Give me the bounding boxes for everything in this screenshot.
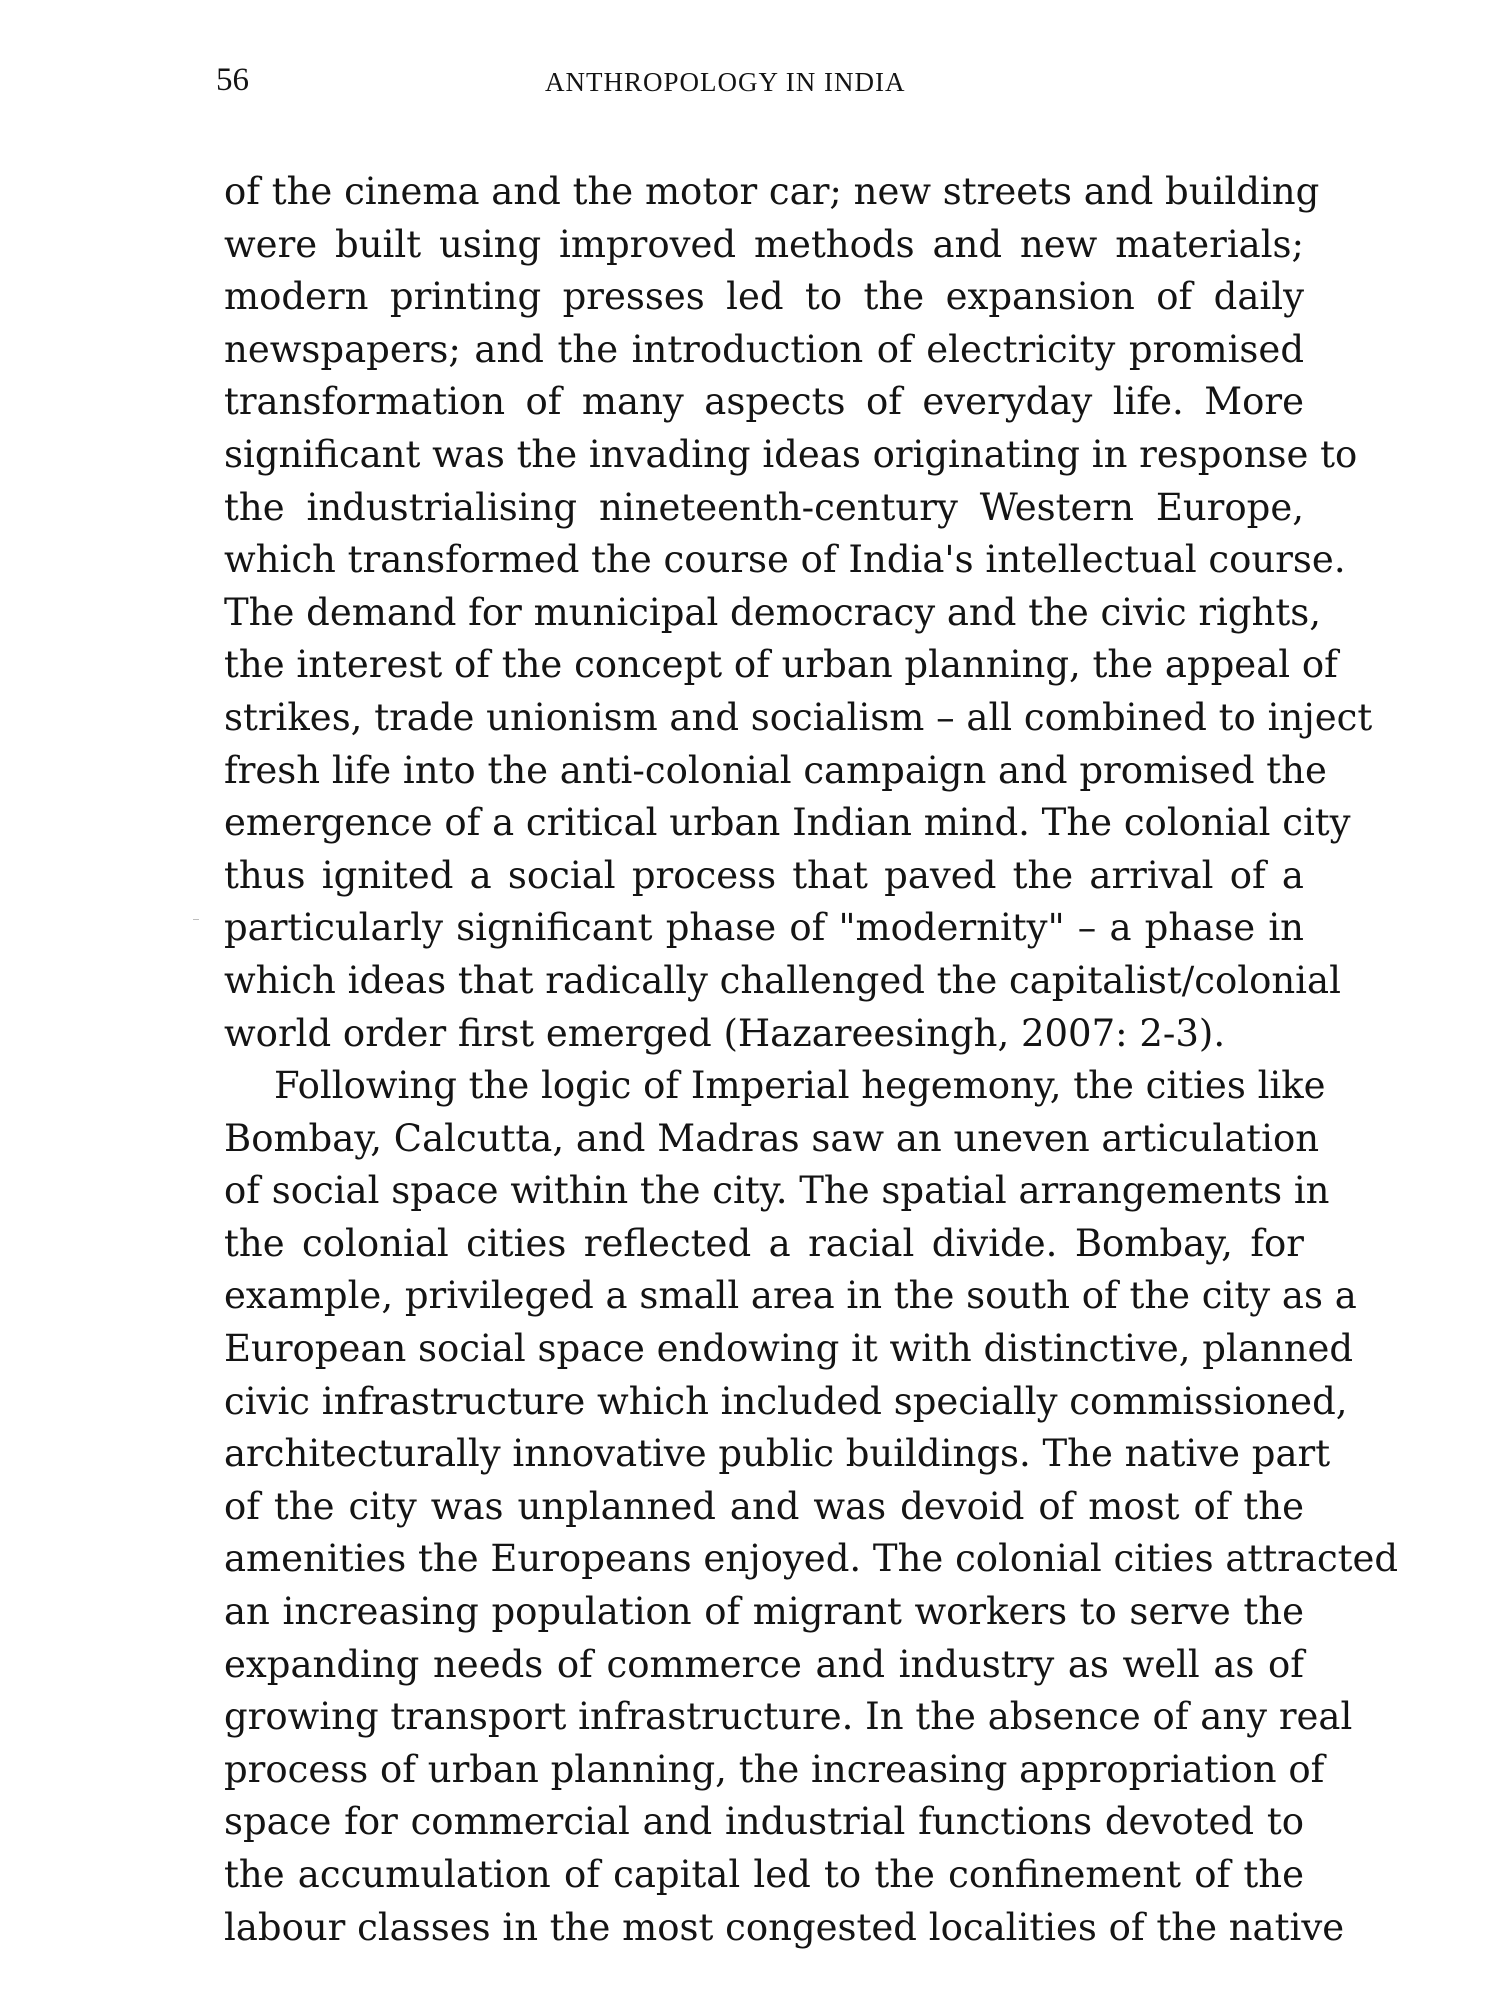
text-line: which ideas that radically challenged the capitalist/colonial [224, 958, 1341, 1002]
paragraph-2 [224, 1060, 1399, 1954]
text-line: growing transport infrastructure. In the absence of any real [224, 1695, 1353, 1739]
text-line: thus ignited a social process that paved the arrival of a [224, 853, 1304, 897]
text-line: European social space endowing it with distinctive, planned [224, 1327, 1354, 1371]
running-title: ANTHROPOLOGY IN INDIA [545, 67, 906, 97]
text-line: transformation of many aspects of everyday life. More [224, 380, 1304, 424]
text-line: Following the logic of Imperial hegemony, the cities like [274, 1064, 1326, 1108]
text-line: space for commercial and industrial functions devoted to [224, 1800, 1304, 1844]
text-line: strikes, trade unionism and socialism – all combined to inject [224, 695, 1373, 739]
text-line: fresh life into the anti-colonial campaign and promised the [224, 748, 1327, 792]
text-line: emergence of a critical urban Indian mind. The colonial city [224, 801, 1351, 845]
text-line: process of urban planning, the increasing appropriation of [224, 1747, 1325, 1791]
text-line: world order first emerged (Hazareesingh, 2007: 2-3). [224, 1011, 1226, 1055]
text-line: amenities the Europeans enjoyed. The colonial cities attracted [224, 1537, 1399, 1581]
text-line: modern printing presses led to the expansion of daily [224, 275, 1304, 319]
text-line: expanding needs of commerce and industry as well as of [224, 1642, 1304, 1686]
scan-mark [193, 919, 199, 920]
text-line: of social space within the city. The spatial arrangements in [224, 1169, 1330, 1213]
text-line: Bombay, Calcutta, and Madras saw an uneven articulation [224, 1116, 1320, 1160]
text-line: civic infrastructure which included specially commissioned, [224, 1379, 1348, 1423]
paragraph-1 [224, 166, 1373, 1060]
text-line: architecturally innovative public buildings. The native part [224, 1432, 1331, 1476]
text-line: the industrialising nineteenth-century Western Europe, [224, 485, 1304, 529]
text-line: the accumulation of capital led to the confinement of the [224, 1853, 1304, 1896]
text-line: newspapers; and the introduction of electricity promised [224, 327, 1304, 371]
text-line: which transformed the course of India's intellectual course. [224, 538, 1346, 582]
text-line: an increasing population of migrant workers to serve the [224, 1590, 1304, 1634]
text-line: The demand for municipal democracy and the civic rights, [224, 590, 1321, 634]
text-line: of the cinema and the motor car; new streets and building [224, 170, 1320, 213]
text-line: the interest of the concept of urban planning, the appeal of [224, 643, 1338, 687]
text-line: example, privileged a small area in the south of the city as a [224, 1274, 1357, 1318]
text-line: significant was the invading ideas originating in response to [224, 432, 1358, 476]
body-text [224, 166, 1399, 1954]
text-line: particularly significant phase of "modernity" – a phase in [224, 906, 1304, 950]
text-line: the colonial cities reflected a racial divide. Bombay, for [224, 1221, 1304, 1265]
text-line: labour classes in the most congested localities of the native [224, 1905, 1345, 1949]
page-number: 56 [216, 62, 249, 98]
text-line: were built using improved methods and new materials; [224, 222, 1304, 266]
text-line: of the city was unplanned and was devoid of most of the [224, 1484, 1304, 1528]
running-header [0, 60, 1500, 100]
